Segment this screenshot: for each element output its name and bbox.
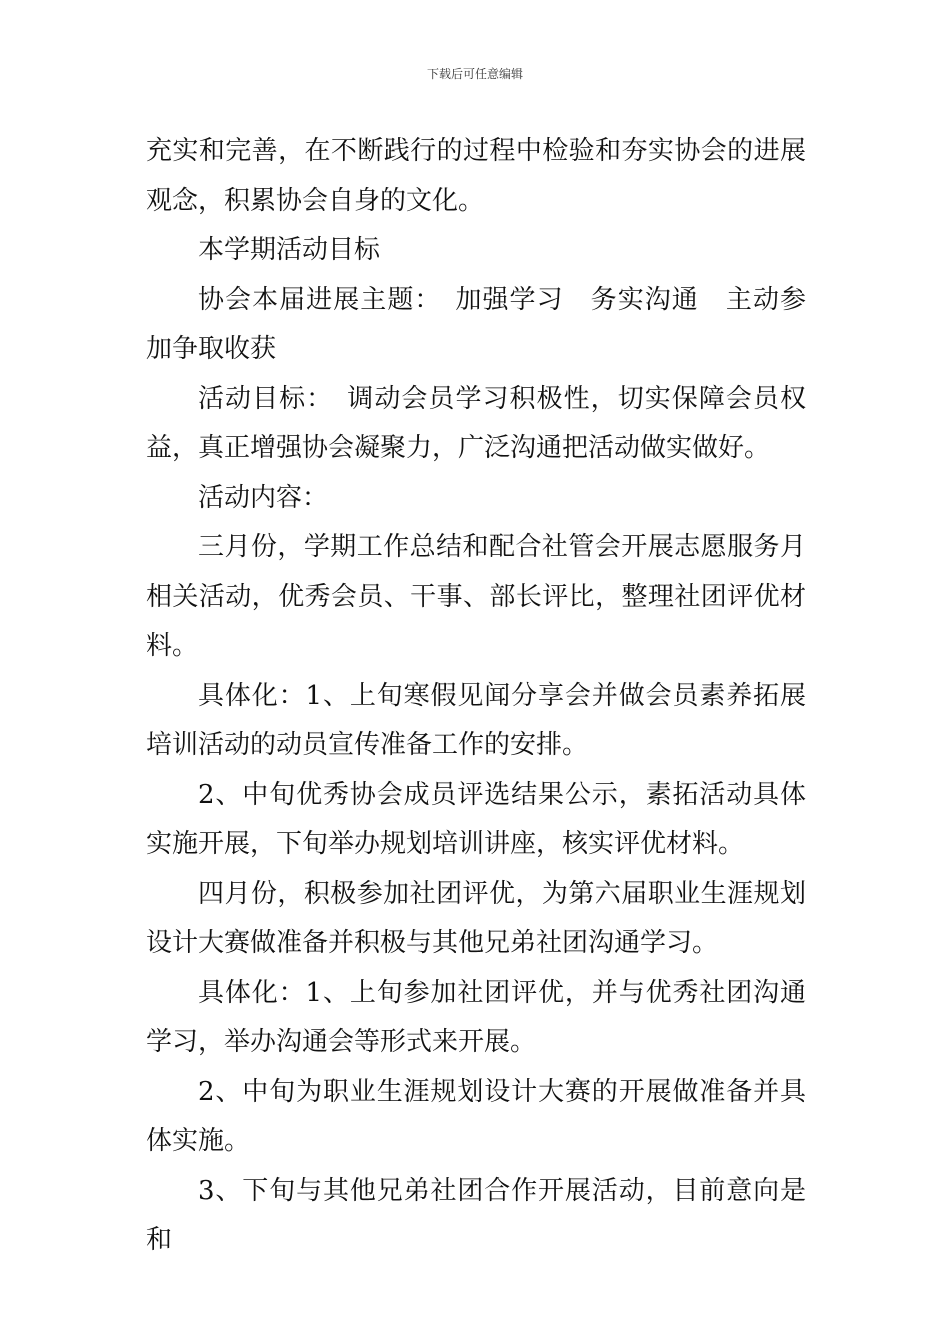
paragraph: 活动内容： [198,482,329,513]
page-header: 下载后可任意编辑 [426,67,523,81]
paragraph: 充实和完善，在不断践行的过程中检验和夯实协会的进展观念，积累协会自身的文化。 [146,136,806,216]
paragraph: 活动目标： 调动会员学习积极性，切实保障会员权益，真正增强协会凝聚力，广泛沟通把活动做实做好。 [146,383,806,463]
paragraph: 四月份，积极参加社团评优，为第六届职业生涯规划设计大赛做准备并积极与其他兄弟社团沟通学习。 [146,878,806,958]
paragraph: 2、中旬优秀协会成员评选结果公示，素拓活动具体实施开展，下旬举办规划培训讲座，核实评优材料。 [146,779,806,859]
paragraph: 具体化：1、上旬寒假见闻分享会并做会员素养拓展培训活动的动员宣传准备工作的安排。 [146,680,806,760]
paragraph: 3、下旬与其他兄弟社团合作开展活动，目前意向是和 [146,1175,806,1255]
paragraph: 本学期活动目标 [198,235,381,265]
paragraph: 三月份，学期工作总结和配合社管会开展志愿服务月相关活动，优秀会员、干事、部长评比，整理社团评优材料。 [146,532,806,661]
paragraph: 2、中旬为职业生涯规划设计大赛的开展做准备并具体实施。 [146,1076,806,1156]
document-body [146,127,806,1266]
paragraph: 协会本届进展主题： 加强学习 务实沟通 主动参加争取收获 [146,284,806,364]
paragraph: 具体化：1、上旬参加社团评优，并与优秀社团沟通学习，举办沟通会等形式来开展。 [146,977,806,1057]
